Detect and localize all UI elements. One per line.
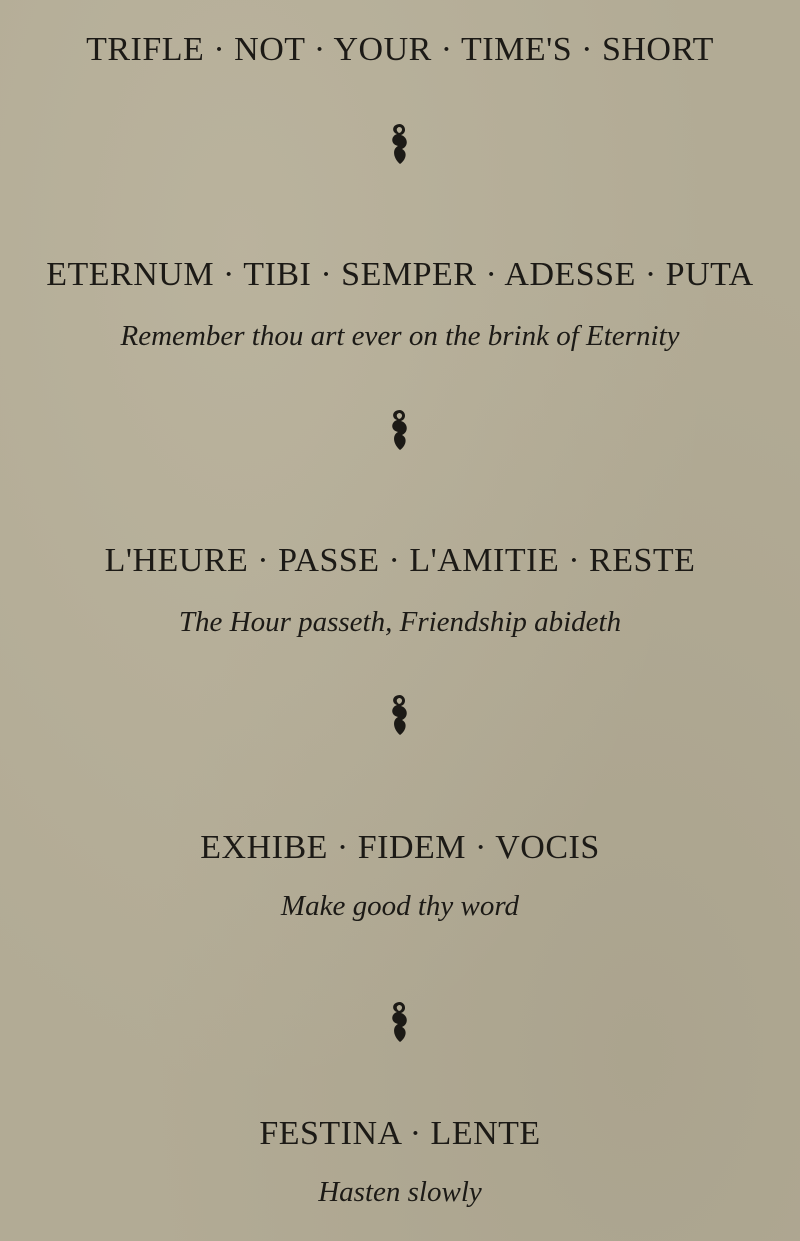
motto-1: TRIFLE · NOT · YOUR · TIME'S · SHORT bbox=[86, 31, 714, 68]
motto-2: ETERNUM · TIBI · SEMPER · ADESSE · PUTA bbox=[46, 256, 754, 293]
fleuron-icon bbox=[386, 1000, 414, 1044]
motto-4: EXHIBE · FIDEM · VOCIS bbox=[200, 829, 600, 866]
fleuron-icon bbox=[386, 408, 414, 452]
translation-4: Make good thy word bbox=[280, 890, 520, 922]
translation-2: Remember thou art ever on the brink of Eternity bbox=[120, 320, 680, 352]
translation-3: The Hour passeth, Friendship abideth bbox=[178, 606, 622, 638]
translation-5: Hasten slowly bbox=[318, 1176, 482, 1208]
fleuron-icon bbox=[386, 693, 414, 737]
motto-3: L'HEURE · PASSE · L'AMITIE · RESTE bbox=[104, 542, 696, 579]
motto-5: FESTINA · LENTE bbox=[259, 1115, 541, 1152]
fleuron-icon bbox=[386, 122, 414, 166]
